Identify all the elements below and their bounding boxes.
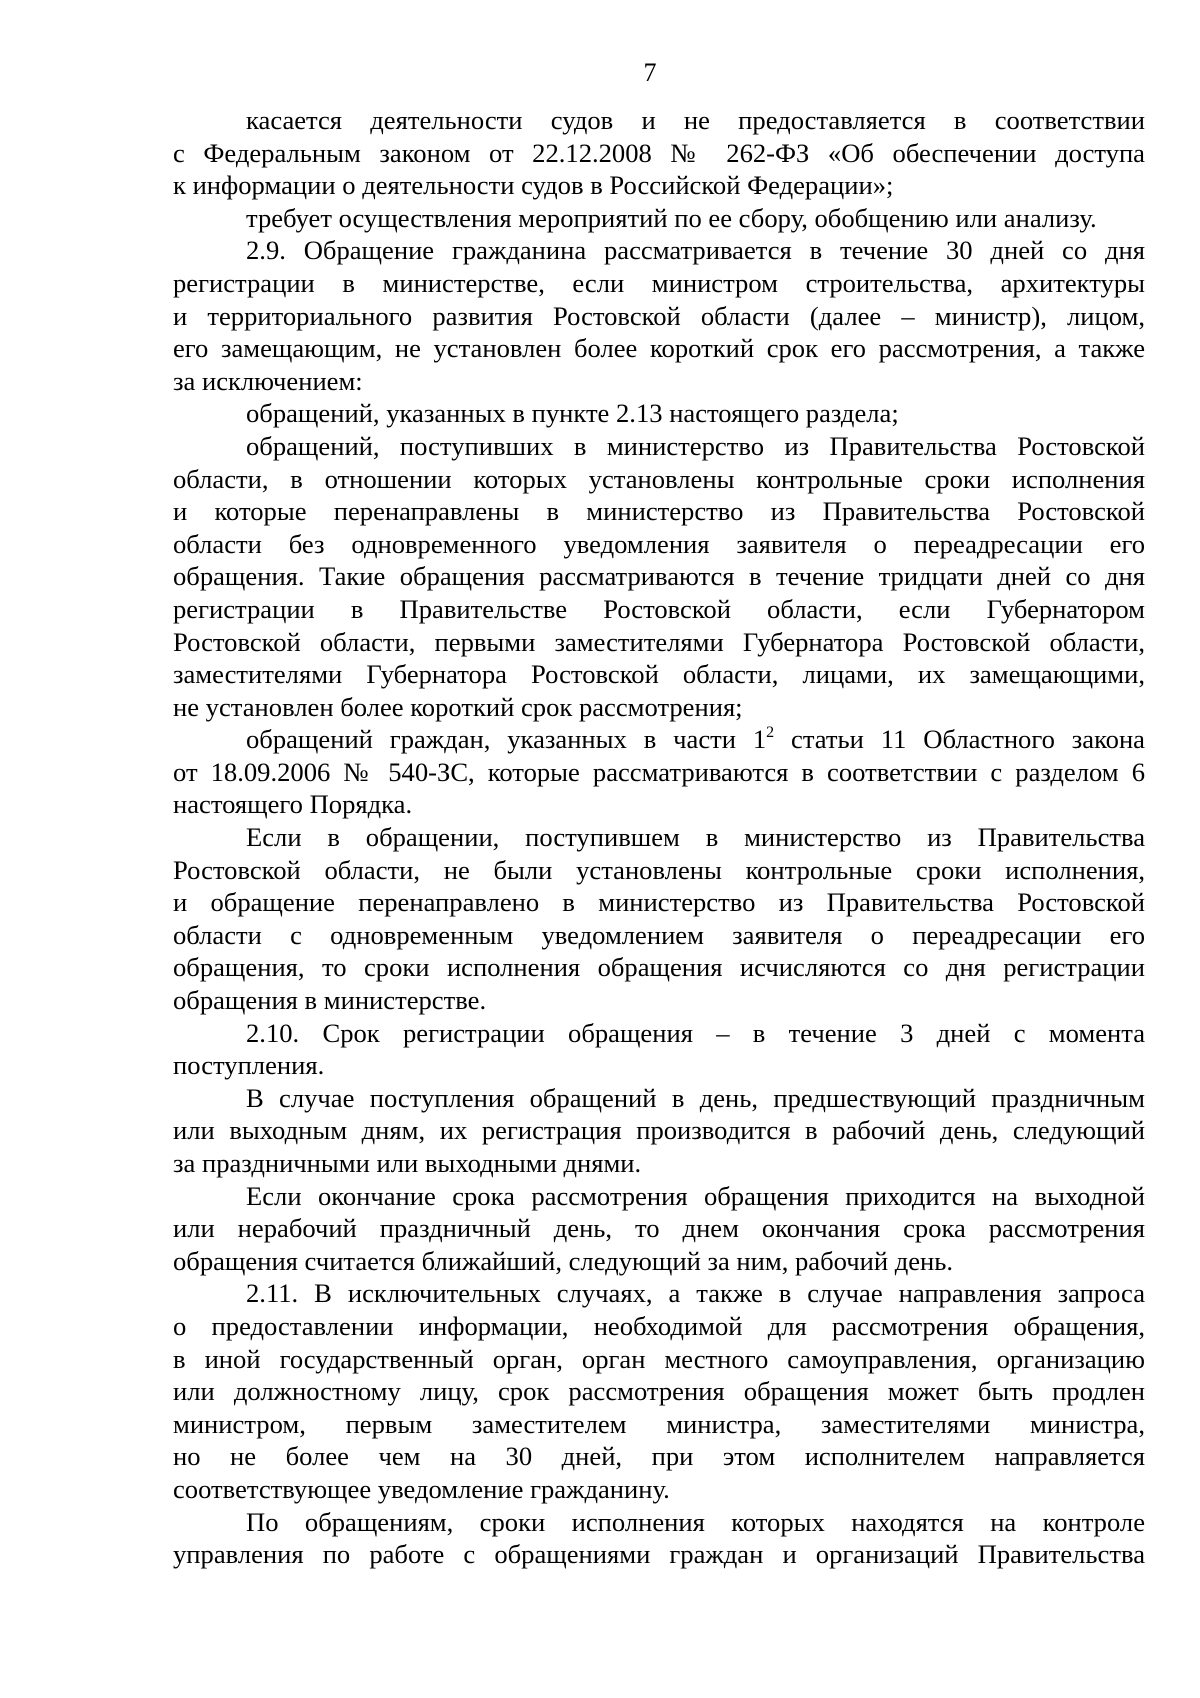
text-line [173,593,1145,626]
text-line-content: Ростовской области, не были установлены контрольные сроки исполнения, [173,854,1145,885]
text-line [173,1180,1145,1213]
text-line [173,723,1145,756]
text-line [173,463,1145,496]
text-line [173,919,1145,952]
text-line-content: обращения в министерстве. [173,985,487,1016]
text-line-content: По обращениям, сроки исполнения которых находятся на контроле [246,1506,1145,1537]
text-line-content: области без одновременного уведомления заявителя о переадресации его [173,528,1145,559]
text-line-content: 2.10. Срок регистрации обращения – в течение 3 дней с момента [246,1017,1145,1048]
text-line [173,430,1145,463]
text-line [173,1147,1145,1180]
text-line [173,788,1145,821]
text-line [173,1375,1145,1408]
text-line [173,495,1145,528]
text-line-content: поступления. [173,1050,325,1081]
text-line-content: обращений граждан, указанных в части 1 [246,724,767,755]
text-line-content: обращений, указанных в пункте 2.13 настоящего раздела; [246,398,899,429]
text-line-content: его замещающим, не установлен более короткий срок его рассмотрения, а также [173,333,1145,364]
text-line-content: управления по работе с обращениями граждан и организаций Правительства [173,1539,1145,1570]
text-line-content: настоящего Порядка. [173,789,413,820]
text-line [173,1017,1145,1050]
text-line [173,1245,1145,1278]
text-line-content: но не более чем на 30 дней, при этом исполнителем направляется [173,1441,1145,1472]
text-line [173,1277,1145,1310]
text-line-content: 2.9. Обращение гражданина рассматривается в течение 30 дней со дня [246,235,1145,266]
text-line [173,1082,1145,1115]
text-line [173,1473,1145,1506]
text-line-content: Если в обращении, поступившем в министерство из Правительства [246,822,1145,853]
text-line-content: регистрации в министерстве, если министром строительства, архитектуры [173,267,1145,298]
text-line [173,1114,1145,1147]
text-line-content: за исключением: [173,365,363,396]
text-line-content: В случае поступления обращений в день, предшествующий праздничным [246,1082,1145,1113]
text-line [173,984,1145,1017]
text-line-content: к информации о деятельности судов в Российской Федерации»; [173,170,894,201]
text-line [173,1343,1145,1376]
text-line [173,691,1145,724]
text-line [173,658,1145,691]
text-line [173,137,1145,170]
text-line-content: и обращение перенаправлено в министерство из Правительства Ростовской [173,887,1145,918]
text-line-content: в иной государственный орган, орган местного самоуправления, организацию [173,1343,1145,1374]
text-line [173,332,1145,365]
text-line-content: заместителями Губернатора Ростовской области, лицами, их замещающими, [173,659,1145,690]
superscript: 2 [766,724,775,742]
text-line-content: от 18.09.2006 № 540-ЗС, которые рассматриваются в соответствии с разделом 6 [173,756,1145,787]
text-line [173,300,1145,333]
text-line-content: и которые перенаправлены в министерство из Правительства Ростовской [173,496,1145,527]
text-line-content: обращения, то сроки исполнения обращения исчисляются со дня регистрации [173,952,1145,983]
document-body [173,104,1145,1571]
text-line-content: Ростовской области, первыми заместителями Губернатора Ростовской области, [173,626,1145,657]
text-line [173,1440,1145,1473]
page-number: 7 [643,58,657,87]
text-line-content: соответствующее уведомление гражданину. [173,1473,670,1504]
text-line-content: Если окончание срока рассмотрения обращения приходится на выходной [246,1180,1145,1211]
text-line [173,397,1145,430]
text-line-content: 2.11. В исключительных случаях, а также в случае направления запроса [246,1278,1145,1309]
text-line-content: о предоставлении информации, необходимой для рассмотрения обращения, [173,1310,1145,1341]
text-line-content: области, в отношении которых установлены контрольные сроки исполнения [173,463,1145,494]
text-line-content: или выходным дням, их регистрация производится в рабочий день, следующий [173,1115,1145,1146]
text-line [173,365,1145,398]
text-line [173,886,1145,919]
text-line [173,560,1145,593]
text-line [173,821,1145,854]
text-line [173,626,1145,659]
text-line-content: обращения. Такие обращения рассматриваются в течение тридцати дней со дня [173,561,1145,592]
text-line-content: или должностному лицу, срок рассмотрения обращения может быть продлен [173,1376,1145,1407]
text-line [173,1506,1145,1539]
text-line [173,528,1145,561]
text-line [173,202,1145,235]
text-line [173,104,1145,137]
text-line [173,1538,1145,1571]
text-line [173,169,1145,202]
text-line-content: обращения считается ближайший, следующий за ним, рабочий день. [173,1245,954,1276]
text-line [173,1408,1145,1441]
text-line [173,756,1145,789]
text-line-continuation: статьи 11 Областного закона [774,724,1145,755]
text-line-content: и территориального развития Ростовской области (далее – министр), лицом, [173,300,1145,331]
text-line-content: или нерабочий праздничный день, то днем окончания срока рассмотрения [173,1213,1145,1244]
text-line [173,267,1145,300]
text-line [173,1310,1145,1343]
text-line [173,951,1145,984]
text-line-content: требует осуществления мероприятий по ее сбору, обобщению или анализу. [246,202,1097,233]
text-line [173,854,1145,887]
text-line [173,234,1145,267]
text-line-content: касается деятельности судов и не предоставляется в соответствии [246,105,1145,135]
text-line-content: министром, первым заместителем министра, заместителями министра, [173,1408,1145,1439]
text-line-content: за праздничными или выходными днями. [173,1148,642,1178]
text-line-content: регистрации в Правительстве Ростовской области, если Губернатором [173,593,1145,624]
text-line-content: с Федеральным законом от 22.12.2008 № 262-ФЗ «Об обеспечении доступа [173,137,1145,168]
text-line-content: обращений, поступивших в министерство из Правительства Ростовской [246,430,1145,461]
text-line [173,1212,1145,1245]
text-line-content: области с одновременным уведомлением заявителя о переадресации его [173,919,1145,950]
text-line [173,1049,1145,1082]
text-line-content: не установлен более короткий срок рассмотрения; [173,691,743,722]
